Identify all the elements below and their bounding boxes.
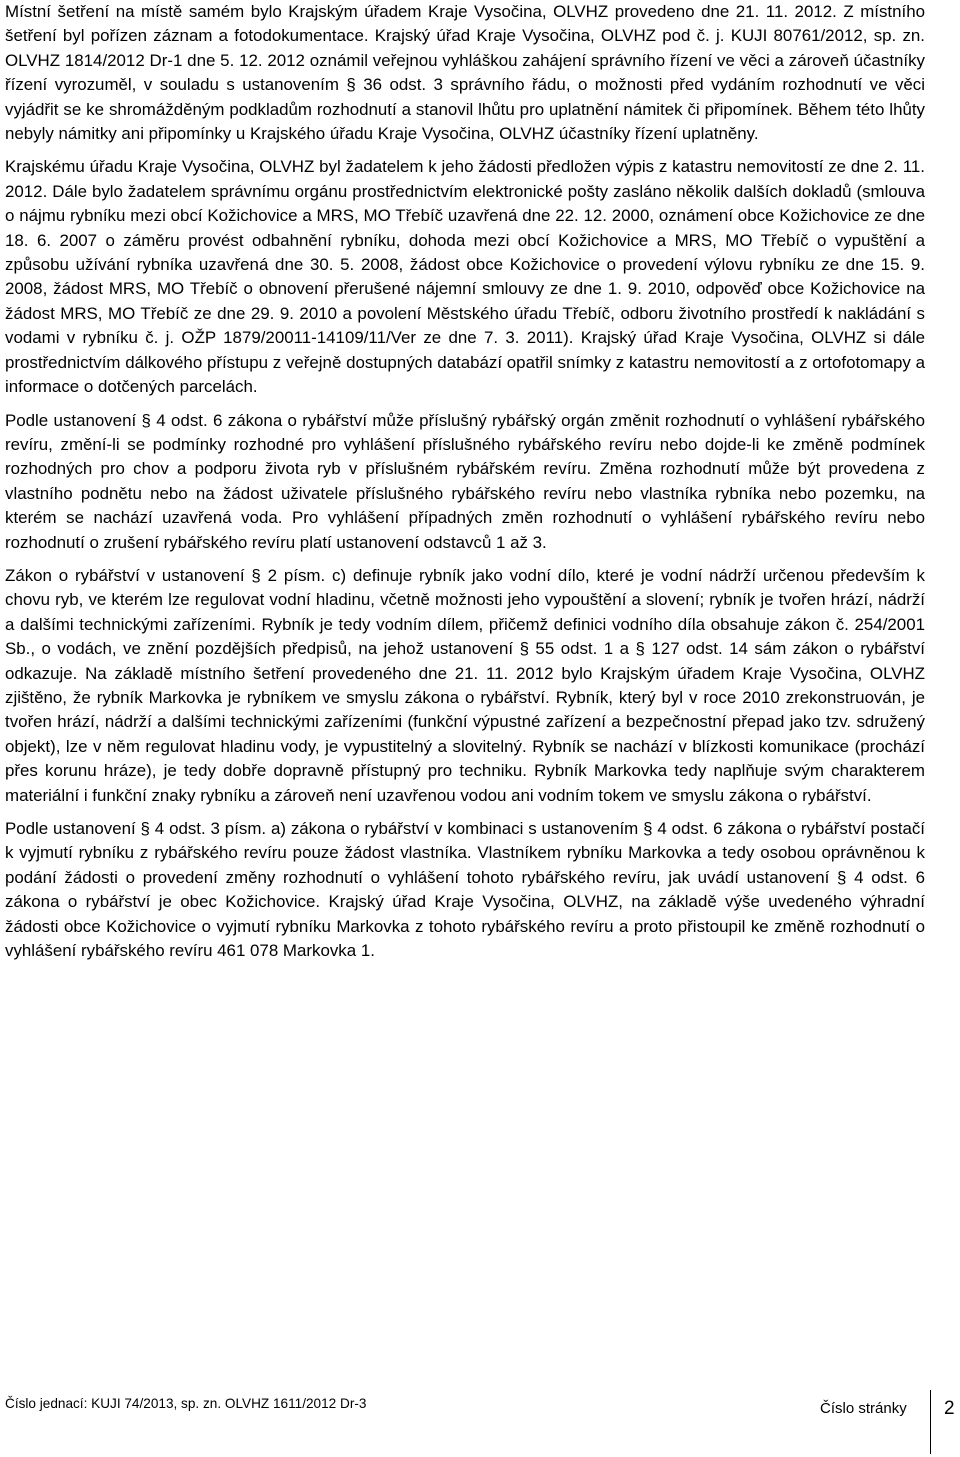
footer-page-label: Číslo stránky	[820, 1400, 907, 1417]
footer-divider	[930, 1390, 931, 1454]
footer-page-number: 2	[944, 1398, 955, 1419]
document-page	[5, 0, 925, 963]
paragraph-pond-definition: Zákon o rybářství v ustanovení § 2 písm. c) definuje rybník jako vodní dílo, které je vodní nádrží určenou především k chovu ryb, ve kterém lze regulovat vodní hladinu, včetně možnosti jeho vypouštění a slovení; rybník je tvořen hrází, nádrží a dalšími technickými zařízeními. Rybník je tedy vodním dílem, přičemž definici vodního díla obsahuje zákon č. 254/2001 Sb., o vodách, ve znění pozdějších předpisů, na jehož ustanovení § 55 odst. 1 a § 127 odst. 14 sám zákon o rybářství odkazuje. Na základě místního šetření provedeného dne 21. 11. 2012 bylo Krajským úřadem Kraje Vysočina, OLVHZ zjištěno, že rybník Markovka je rybníkem ve smyslu zákona o rybářství. Rybník, který byl v roce 2010 zrekonstruován, je tvořen hrází, nádrží a dalšími technickými zařízeními (funkční výpustné zařízení a bezpečnostní přepad jako tzv. sdružený objekt), lze v něm regulovat hladinu vody, je vypustitelný a slovitelný. Rybník se nachází v blízkosti komunikace (prochází přes korunu hráze), je tedy dobře dopravně přístupný pro techniku. Rybník Markovka tedy naplňuje svým charakterem materiální i funkční znaky rybníku a zároveň není uzavřenou vodou ani vodním tokem ve smyslu zákona o rybářství.	[5, 565, 925, 805]
paragraph-site-inspection: Místní šetření na místě samém bylo Krajským úřadem Kraje Vysočina, OLVHZ provedeno dne 21. 11. 2012. Z místního šetření byl pořízen záznam a fotodokumentace. Krajský úřad Kraje Vysočina, OLVHZ pod č. j. KUJI 80761/2012, sp. zn. OLVHZ 1814/2012 Dr-1 dne 5. 12. 2012 oznámil veřejnou vyhláškou zahájení správního řízení ve věci a zároveň účastníky řízení vyrozuměl, v souladu s ustanovením § 36 odst. 3 správního řádu, o možnosti před vydáním rozhodnutí ve věci vyjádřit se ke shromážděným podkladům rozhodnutí a stanovil lhůtu pro uplatnění námitek či připomínek. Během této lhůty nebyly námitky ani připomínky u Krajského úřadu Kraje Vysočina, OLVHZ účastníky řízení uplatněny.	[5, 2, 925, 144]
page-footer	[5, 1390, 955, 1456]
paragraph-legal-basis-change: Podle ustanovení § 4 odst. 6 zákona o rybářství může příslušný rybářský orgán změnit rozhodnutí o vyhlášení rybářského revíru, změní-li se podmínky rozhodné pro vyhlášení příslušného rybářského revíru nebo dojde-li ke změně podmínek rozhodných pro chov a podporu života ryb v příslušném rybářském revíru. Změna rozhodnutí může být provedena z vlastního podnětu nebo na žádost uživatele příslušného rybářského revíru nebo vlastníka rybníka nebo pozemku, na kterém se nachází uzavřená voda. Pro vyhlášení případných změn rozhodnutí o vyhlášení rybářského revíru nebo rozhodnutí o zrušení rybářského revíru platí ustanovení odstavců 1 až 3.	[5, 410, 925, 552]
paragraph-submitted-documents: Krajskému úřadu Kraje Vysočina, OLVHZ byl žadatelem k jeho žádosti předložen výpis z katastru nemovitostí ze dne 2. 11. 2012. Dále bylo žadatelem správnímu orgánu prostřednictvím elektronické pošty zasláno několik dalších dokladů (smlouva o nájmu rybníku mezi obcí Kožichovice a MRS, MO Třebíč uzavřená dne 22. 12. 2000, oznámení obce Kožichovice ze dne 18. 6. 2007 o záměru provést odbahnění rybníku, dohoda mezi obcí Kožichovice a MRS, MO Třebíč o vypuštění a způsobu užívání rybníka uzavřená dne 30. 5. 2008, žádost obce Kožichovice o provedení výlovu rybníku ze dne 15. 9. 2008, žádost MRS, MO Třebíč o obnovení přerušené nájemní smlouvy ze dne 1. 9. 2010, odpověď obce Kožichovice na žádost MRS, MO Třebíč ze dne 29. 9. 2010 a povolení Městského úřadu Třebíč, odboru životního prostředí k nakládání s vodami v rybníku č. j. OŽP 1879/20011-14109/11/Ver ze dne 7. 3. 2011). Krajský úřad Kraje Vysočina, OLVHZ si dále prostřednictvím dálkového přístupu z veřejně dostupných databází opatřil snímky z katastru nemovitostí a z ortofotomapy a informace o dotčených parcelách.	[5, 157, 925, 397]
footer-reference: Číslo jednací: KUJI 74/2013, sp. zn. OLVHZ 1611/2012 Dr-3	[5, 1396, 367, 1411]
paragraph-owner-request: Podle ustanovení § 4 odst. 3 písm. a) zákona o rybářství v kombinaci s ustanovením § 4 odst. 6 zákona o rybářství postačí k vyjmutí rybníku z rybářského revíru pouze žádost vlastníka. Vlastníkem rybníku Markovka a tedy osobou oprávněnou k podání žádosti o provedení změny rozhodnutí o vyhlášení tohoto rybářského revíru, jak uvádí ustanovení § 4 odst. 6 zákona o rybářství je obec Kožichovice. Krajský úřad Kraje Vysočina, OLVHZ, na základě výše uvedeného výhradní žádosti obce Kožichovice o vyjmutí rybníku Markovka z tohoto rybářského revíru a proto přistoupil ke změně rozhodnutí o vyhlášení rybářského revíru 461 078 Markovka 1.	[5, 819, 925, 961]
